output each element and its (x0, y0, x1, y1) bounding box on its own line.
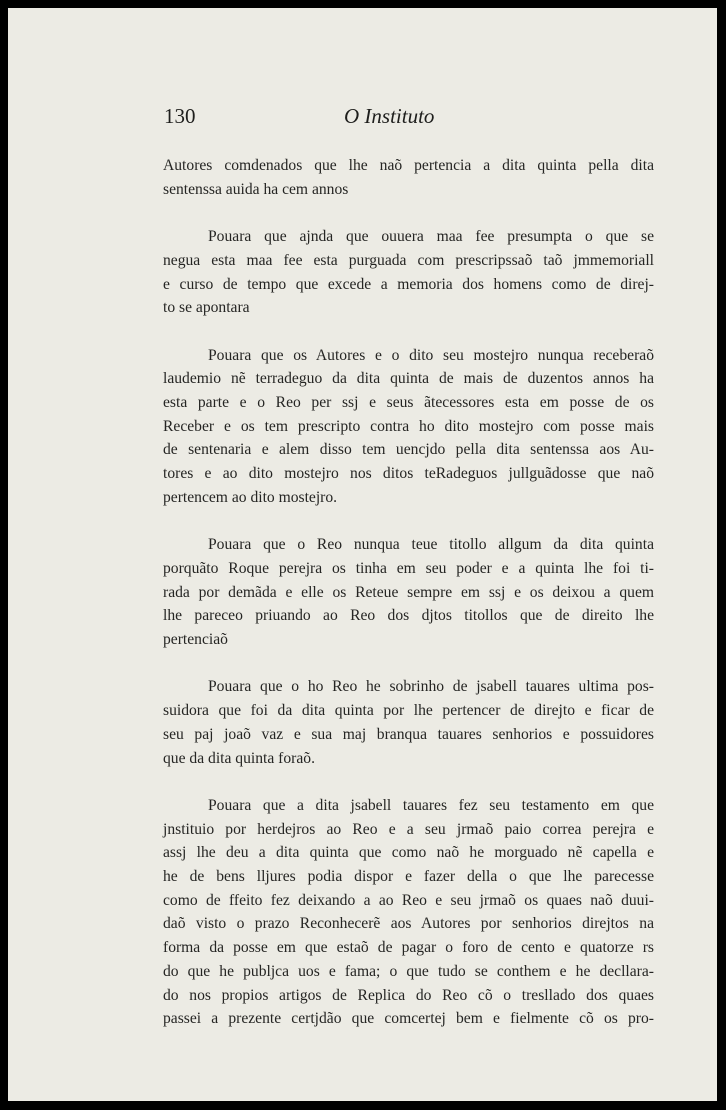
text-line: sentenssa auida ha cem annos (163, 180, 349, 198)
text-line: do nos propios artigos de Replica do Reo cõ o tresllado dos quaes (163, 986, 654, 1004)
text-line: como de ffeito fez deixando a ao Reo e seu jrmaõ os quaes naõ duui- (163, 891, 654, 909)
text-line: Pouara que a dita jsabell tauares fez seu testamento em que (208, 796, 654, 814)
text-line: rada por demãda e elle os Reteue sempre em ssj e os deixou a quem (163, 583, 654, 601)
text-line: tores e ao dito mostejro nos ditos teRadeguos jullguãdosse que naõ (163, 465, 654, 483)
text-line: e curso de tempo que excede a memoria dos homens como de direj- (163, 275, 654, 293)
paragraph (163, 794, 654, 1031)
text-line: Pouara que ajnda que ouuera maa fee presumpta o que se (208, 228, 654, 246)
page-header (164, 104, 653, 130)
text-line: que da dita quinta foraõ. (163, 749, 315, 767)
text-line: Autores comdenados que lhe naõ pertencia a dita quinta pella dita (163, 157, 654, 174)
paragraph (163, 675, 654, 770)
text-line: jnstituio por herdejros ao Reo e a seu jrmaõ paio correa perejra e (163, 820, 654, 838)
text-line: to se apontara (163, 299, 250, 317)
text-line: pertenciaõ (163, 631, 228, 649)
page-number: 130 (164, 104, 196, 128)
text-line: pertencem ao dito mostejro. (163, 488, 338, 506)
book-page (8, 8, 717, 1101)
text-line: he de bens lljures podia dispor e fazer della o que lhe parecesse (163, 868, 654, 886)
text-line: laudemio nẽ terradeguo da dita quinta de mais de duzentos annos ha (163, 370, 654, 388)
paragraph (163, 533, 654, 652)
text-line: do que he publjca uos e fama; o que tudo se conthem e he decllara- (163, 962, 654, 980)
text-line: suidora que foi da dita quinta por lhe pertencer de direjto e ficar de (163, 702, 654, 720)
text-line: esta parte e o Reo per ssj e seus ãtecessores esta em posse de os (163, 394, 654, 411)
text-line: passei a prezente certjdão que comcertej bem e fielmente cõ os pro- (163, 1010, 654, 1028)
text-line: daõ visto o prazo Reconhecerẽ aos Autores por senhorios direjtos na (163, 915, 654, 933)
paragraph (163, 344, 654, 510)
text-line: Pouara que os Autores e o dito seu mostejro nunqua receberaõ (208, 346, 654, 364)
text-line: negua esta maa fee esta purguada com prescripssaõ taõ jmmemoriall (163, 251, 654, 269)
text-line: Pouara que o ho Reo he sobrinho de jsabell tauares ultima pos- (208, 678, 654, 696)
text-line: forma da posse em que estaõ de pagar o foro de cento e quatorze rs (163, 939, 654, 957)
text-line: assj lhe deu a dita quinta que como naõ he morguado nẽ capella e (163, 844, 654, 862)
text-line: Pouara que o Reo nunqua teue titollo allgum da dita quinta (208, 536, 654, 554)
text-line: de sentenaria e alem disso tem uencjdo pella dita sentenssa aos Au- (163, 441, 654, 459)
text-line: porquãto Roque perejra os tinha em seu poder e a quinta lhe foi ti- (163, 559, 654, 577)
paragraph (163, 154, 654, 201)
text-line: Receber e os tem prescripto contra ho dito mostejro com posse mais (163, 417, 654, 435)
paragraph (163, 225, 654, 320)
text-line: lhe pareceo priuando ao Reo dos djtos titollos que de direito lhe (163, 607, 654, 625)
text-line: seu paj joaõ vaz e sua maj branqua tauares senhorios e possuidores (163, 725, 654, 743)
body-text (163, 154, 654, 1055)
running-title: O Instituto (344, 104, 435, 128)
